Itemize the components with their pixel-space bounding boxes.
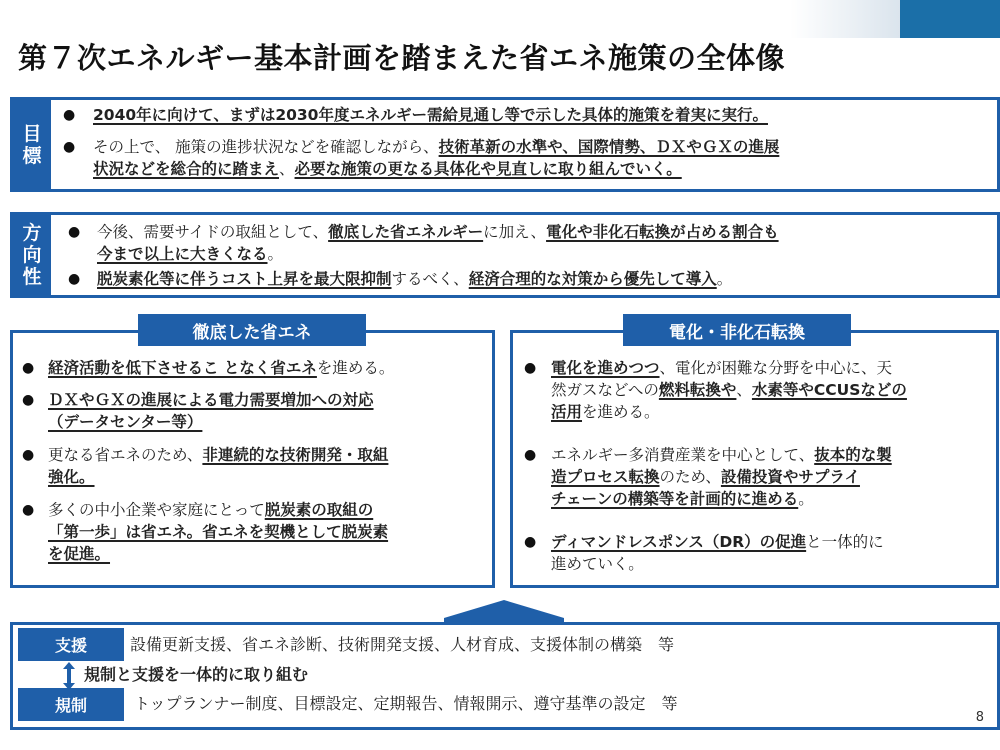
direction-bullet-1-line-2 bbox=[97, 243, 283, 265]
bullet-dot: ● bbox=[22, 447, 35, 463]
text-span: を促進。 bbox=[48, 545, 111, 563]
bullet-dot: ● bbox=[22, 502, 35, 518]
right-item-1-line-2 bbox=[551, 379, 907, 401]
bullet-dot: ● bbox=[68, 224, 81, 240]
bullet-dot: ● bbox=[68, 271, 81, 287]
left-item-2-line-2 bbox=[48, 411, 202, 433]
text-span: に加え、 bbox=[483, 223, 547, 241]
regulation-tag: 規制 bbox=[18, 688, 124, 721]
text-span: 然ガスなどへの bbox=[551, 381, 659, 399]
right-item-2-line-1 bbox=[551, 444, 892, 466]
right-item-1-line-1 bbox=[551, 357, 892, 379]
text-span: を進める。 bbox=[316, 359, 395, 377]
bullet-dot: ● bbox=[22, 360, 35, 376]
bullet-dot: ● bbox=[63, 139, 76, 155]
left-item-2-line-1 bbox=[48, 389, 374, 411]
right-item-3-line-1 bbox=[551, 531, 884, 553]
text-span: 、 bbox=[736, 381, 752, 399]
text-span: 電化を進めつつ bbox=[551, 359, 660, 377]
right-item-3-line-2 bbox=[551, 553, 644, 575]
text-span: と一体的に bbox=[806, 533, 884, 551]
bullet-dot: ● bbox=[63, 107, 76, 123]
corner-accent-bar bbox=[900, 0, 1000, 38]
text-span: 水素等やCCUSなどの bbox=[751, 381, 907, 399]
text-span: 経済活動を低下させるこ となく省エネ bbox=[48, 359, 317, 377]
text-span: 脱炭素の取組の bbox=[264, 501, 374, 519]
up-arrow-icon bbox=[444, 600, 564, 618]
text-span: 、電化が困難な分野を中心に、天 bbox=[659, 359, 893, 377]
link-text: 規制と支援を一体的に取り組む bbox=[84, 665, 309, 684]
right-panel-header: 電化・非化石転換 bbox=[623, 314, 851, 346]
text-span: 、 bbox=[279, 160, 295, 178]
text-span: するべく、 bbox=[391, 270, 469, 288]
right-item-2-line-2 bbox=[551, 466, 860, 488]
text-span: 。 bbox=[798, 490, 814, 508]
text-span: 脱炭素化等に伴うコスト上昇を最大限抑制 bbox=[97, 270, 392, 288]
text-span: 徹底した省エネルギー bbox=[328, 223, 484, 241]
right-item-1-line-3 bbox=[551, 401, 660, 423]
text-span: 更なる省エネのため、 bbox=[48, 446, 203, 464]
left-item-3-line-2 bbox=[48, 466, 95, 488]
text-span: その上で、 施策の進捗状況などを確認しながら、 bbox=[93, 138, 439, 156]
left-item-1 bbox=[48, 357, 394, 379]
direction-box bbox=[10, 212, 1000, 298]
text-span: 電化や非化石転換が占める割合も bbox=[546, 223, 779, 241]
direction-label bbox=[13, 215, 51, 295]
text-span: 活用 bbox=[551, 403, 583, 421]
text-span: ディマンドレスポンス（DR）の促進 bbox=[551, 533, 807, 551]
text-span: 今後、需要サイドの取組として、 bbox=[97, 223, 329, 241]
direction-label-text: 方 向 性 bbox=[22, 222, 42, 288]
text-span: エネルギー多消費産業を中心として、 bbox=[551, 446, 815, 464]
text-span: を進める。 bbox=[582, 403, 660, 421]
left-item-4-line-3 bbox=[48, 543, 110, 565]
left-item-3-line-1 bbox=[48, 444, 388, 466]
double-arrow-svg bbox=[62, 662, 76, 690]
text-span: （データセンター等） bbox=[48, 413, 203, 431]
goal-bullet-1-text: 2040年に向けて、まずは2030年度エネルギー需給見通し等で示した具体的施策を着実に実行。 bbox=[93, 106, 768, 124]
page-title: 第７次エネルギー基本計画を踏まえた省エネ施策の全体像 bbox=[18, 41, 786, 75]
text-span: 非連続的な技術開発・取組 bbox=[202, 446, 389, 464]
text-span: 抜本的な製 bbox=[814, 446, 892, 464]
text-span: 。 bbox=[716, 270, 733, 288]
text-span: 設備投資やサプライ bbox=[720, 468, 860, 486]
bullet-dot: ● bbox=[524, 360, 537, 376]
text-span: 進めていく。 bbox=[551, 555, 644, 573]
text-span: 燃料転換や bbox=[658, 381, 737, 399]
text-span: 状況などを総合的に踏まえ bbox=[93, 160, 280, 178]
text-span: 技術革新の水準や、国際情勢、ＤＸやＧＸの進展 bbox=[438, 138, 780, 156]
right-item-2-line-3 bbox=[551, 488, 814, 510]
text-span: 今まで以上に大きくなる bbox=[97, 245, 268, 263]
direction-bullet-2 bbox=[97, 268, 732, 290]
page-number: 8 bbox=[975, 710, 984, 725]
direction-bullet-1-line-1 bbox=[97, 221, 779, 243]
goal-box bbox=[10, 97, 1000, 192]
goal-bullet-2-line-1 bbox=[93, 136, 779, 158]
goal-bullet-2-line-2 bbox=[93, 158, 682, 180]
regulation-text: トップランナー制度、目標設定、定期報告、情報開示、遵守基準の設定 等 bbox=[134, 694, 678, 713]
text-span: 。 bbox=[267, 245, 284, 263]
bullet-dot: ● bbox=[524, 447, 537, 463]
bullet-dot: ● bbox=[22, 392, 35, 408]
text-span: 必要な施策の更なる具体化や見直しに取り組んでいく。 bbox=[294, 160, 682, 178]
bullet-dot: ● bbox=[524, 534, 537, 550]
text-span: 強化。 bbox=[48, 468, 95, 486]
goal-bullet-1 bbox=[93, 104, 768, 126]
left-panel-header: 徹底した省エネ bbox=[138, 314, 366, 346]
text-span: 経済合理的な対策から優先して導入 bbox=[468, 270, 717, 288]
support-tag: 支援 bbox=[18, 628, 124, 661]
left-item-4-line-2 bbox=[48, 521, 388, 543]
corner-decoration bbox=[790, 0, 1000, 38]
goal-label bbox=[13, 100, 51, 189]
text-span: のため、 bbox=[659, 468, 721, 486]
text-span: チェーンの構築等を計画的に進める bbox=[551, 490, 799, 508]
support-text: 設備更新支援、省エネ診断、技術開発支援、人材育成、支援体制の構築 等 bbox=[130, 635, 675, 654]
text-span: 多くの中小企業や家庭にとって bbox=[48, 501, 265, 519]
left-item-4-line-1 bbox=[48, 499, 373, 521]
double-arrow-icon bbox=[62, 662, 76, 690]
goal-label-text: 目 標 bbox=[22, 122, 42, 167]
text-span: 「第一歩」は省エネ。省エネを契機として脱炭素 bbox=[48, 523, 389, 541]
text-span: ＤＸやＧＸの進展による電力需要増加への対応 bbox=[48, 391, 374, 409]
text-span: 造プロセス転換 bbox=[551, 468, 660, 486]
